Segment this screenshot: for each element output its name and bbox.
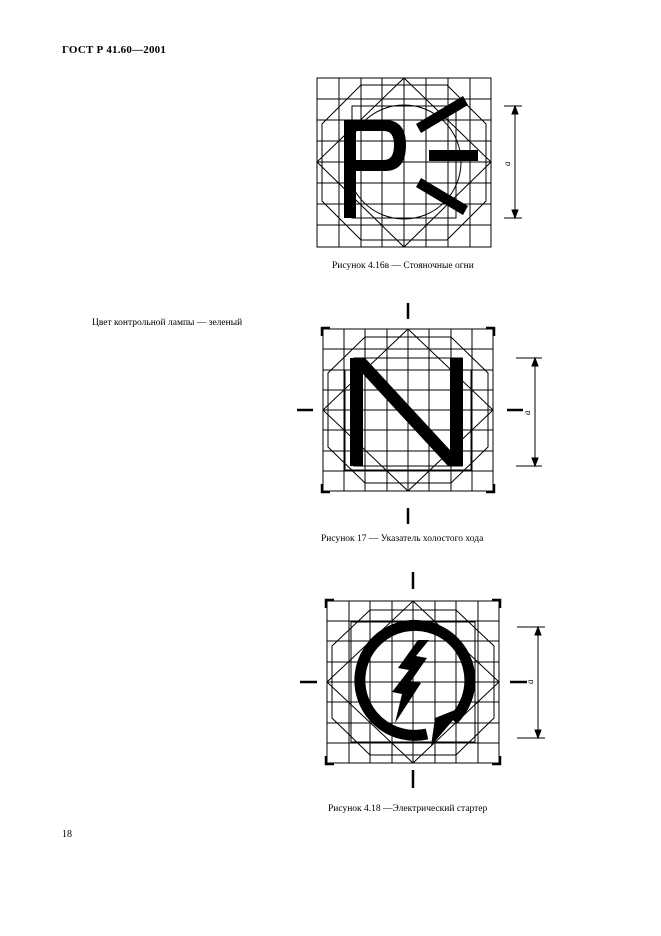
figure-caption: Рисунок 4.18 —Электрический стартер xyxy=(328,804,488,814)
dimension-label: a xyxy=(502,161,512,166)
lamp-color-note: Цвет контрольной лампы — зеленый xyxy=(92,318,243,328)
document-header: ГОСТ Р 41.60—2001 xyxy=(62,44,167,56)
letter-n-symbol xyxy=(350,358,463,466)
light-ray-top xyxy=(416,96,468,133)
figure-electric-starter xyxy=(295,570,555,795)
arc-arrowhead xyxy=(431,706,465,746)
figure-idle-indicator xyxy=(290,300,550,530)
letter-p xyxy=(344,120,406,218)
parking-lights-symbol xyxy=(344,96,478,218)
figure-parking-lights xyxy=(300,70,540,255)
light-ray-middle xyxy=(429,150,478,161)
dimension-label: a xyxy=(525,679,535,684)
dimension-label: a xyxy=(522,410,532,415)
figure-caption: Рисунок 4.16в — Стояночные огни xyxy=(332,261,474,271)
figure-caption: Рисунок 17 — Указатель холостого хода xyxy=(321,534,484,544)
page-number: 18 xyxy=(62,829,72,840)
